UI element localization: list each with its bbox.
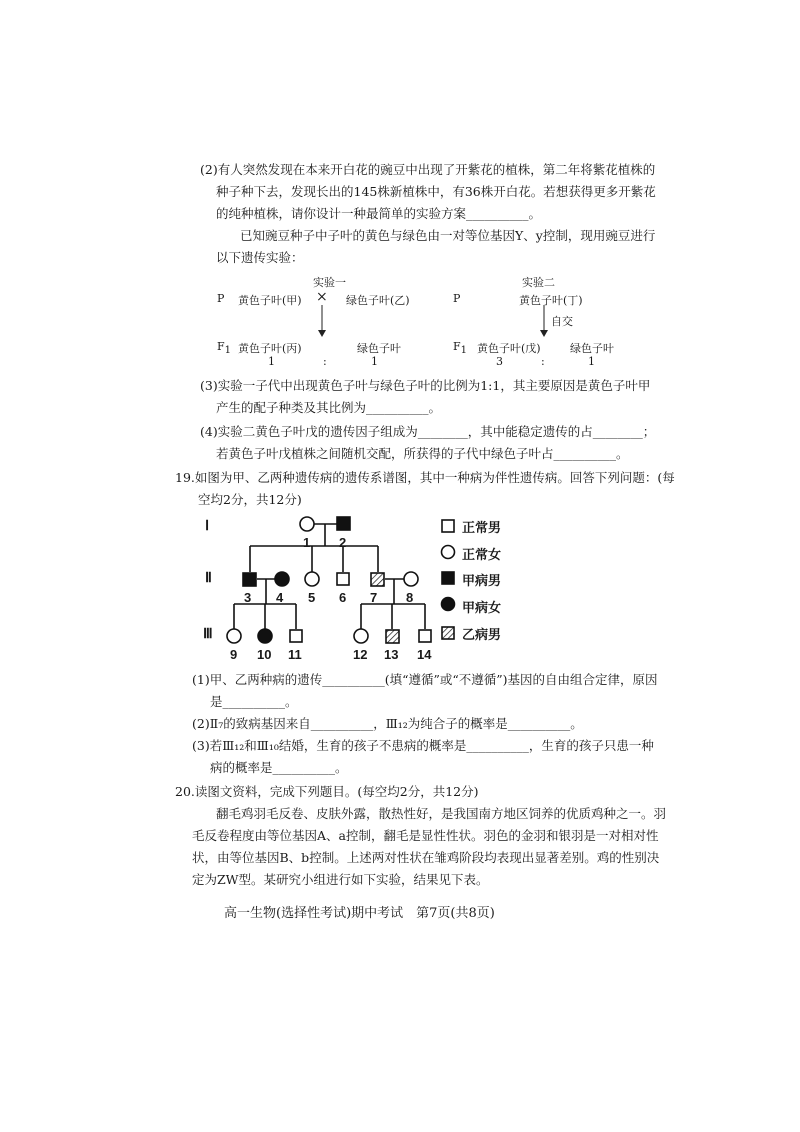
q20-title: 20.读图文资料，完成下列题目。(每空均2分，共12分)	[175, 784, 479, 799]
q18-intro-line1: 已知豌豆种子中子叶的黄色与绿色由一对等位基因Y、y控制，现用豌豆进行	[240, 228, 656, 243]
q19-sub3-line1: (3)若Ⅲ₁₂和Ⅲ₁₀结婚，生育的孩子不患病的概率是__________，生育的孩子只患一种	[192, 738, 654, 753]
pedigree-III10	[258, 629, 272, 643]
exp2-ratio-colon: :	[541, 355, 545, 368]
pedigree-num-7: 7	[370, 590, 378, 605]
pedigree-num-2: 2	[339, 535, 347, 550]
q18-part2-line3: 的纯种植株，请你设计一种最简单的实验方案__________。	[216, 206, 542, 221]
legend-disease-b-male: 乙病男	[462, 628, 502, 643]
pedigree-num-14: 14	[417, 647, 432, 662]
selfing-label: 自交	[551, 315, 573, 328]
q18-part4-line1: (4)实验二黄色子叶戊的遗传因子组成为________，其中能稳定遗传的占________；	[200, 424, 656, 439]
pedigree-num-12: 12	[353, 647, 368, 662]
exp1-ratio-colon: :	[323, 355, 327, 368]
legend-disease-a-female-icon	[442, 598, 455, 611]
q19-sub1-line2: 是__________。	[210, 694, 298, 709]
pedigree-num-9: 9	[230, 647, 238, 662]
pedigree-II6	[337, 573, 349, 585]
exp1-offspring1: 黄色子叶(丙)	[238, 342, 302, 355]
exp1-f1-label: $F_1$	[217, 340, 232, 357]
experiment1-title: 实验一	[313, 276, 346, 289]
exp2-ratio1: 3	[496, 355, 503, 368]
exp2-offspring1: 黄色子叶(戊)	[477, 342, 541, 355]
pedigree-num-8: 8	[406, 590, 414, 605]
exp1-parent2: 绿色子叶(乙)	[346, 294, 410, 307]
experiment2-title: 实验二	[522, 276, 555, 289]
q18-part2-line1: (2)有人突然发现在本来开白花的豌豆中出现了开紫花的植株，第二年将紫花植株的	[200, 162, 656, 177]
q20-line3: 状，由等位基因B、b控制。上述两对性状在雏鸡阶段均表现出显著差别。鸡的性别决	[192, 850, 660, 865]
q18-part2-line2: 种子种下去，发现长出的145株新植株中，有36株开白花。若想获得更多开紫花	[216, 184, 656, 199]
q19-title-line2: 空均2分，共12分)	[198, 492, 302, 507]
pedigree-II3	[243, 573, 256, 586]
q20-line2: 毛反卷程度由等位基因A、a控制，翻毛是显性性状。羽色的金羽和银羽是一对相对性	[192, 828, 659, 843]
legend-disease-b-male-icon	[442, 627, 454, 639]
legend-normal-female-icon	[442, 546, 455, 559]
generation-I-label: Ⅰ	[205, 519, 210, 534]
pedigree-num-5: 5	[308, 590, 316, 605]
exp2-ratio2: 1	[588, 355, 595, 368]
legend-normal-male-icon	[442, 520, 454, 532]
pedigree-II8	[404, 572, 418, 586]
exp2-f1-label: $F_1$	[453, 340, 468, 357]
q20-line4: 定为ZW型。某研究小组进行如下实验，结果见下表。	[192, 872, 489, 887]
exp2-offspring2: 绿色子叶	[570, 342, 614, 355]
pedigree-III13	[386, 630, 399, 643]
q19-sub3-line2: 病的概率是__________。	[210, 760, 348, 775]
pedigree-I1	[300, 517, 314, 531]
exp2-parent: 黄色子叶(丁)	[519, 294, 583, 307]
pedigree-num-1: 1	[303, 535, 311, 550]
legend-normal-female: 正常女	[462, 548, 502, 563]
pedigree-num-3: 3	[244, 590, 252, 605]
q20-line1: 翻毛鸡羽毛反卷、皮肤外露，散热性好，是我国南方地区饲养的优质鸡种之一。羽	[216, 806, 667, 821]
pedigree-num-10: 10	[257, 647, 272, 662]
legend-disease-a-male: 甲病男	[462, 574, 502, 589]
q18-part3-line2: 产生的配子种类及其比例为__________。	[216, 400, 442, 415]
exp2-p-label: P	[453, 292, 461, 305]
page-footer: 高一生物(选择性考试)期中考试 第7页(共8页)	[224, 906, 495, 921]
legend-disease-a-male-icon	[442, 572, 454, 584]
q19-sub2: (2)Ⅱ₇的致病基因来自__________，Ⅲ₁₂为纯合子的概率是__________。	[192, 716, 583, 731]
pedigree-III9	[227, 629, 241, 643]
pedigree-II5	[305, 572, 319, 586]
exp1-ratio1: 1	[268, 355, 275, 368]
generation-III-label: Ⅲ	[203, 627, 213, 642]
pedigree-I2	[337, 517, 350, 530]
exp1-parent1: 黄色子叶(甲)	[238, 294, 302, 307]
cross-symbol: ×	[316, 289, 328, 305]
legend-normal-male: 正常男	[462, 521, 502, 536]
exp1-p-label: P	[217, 292, 225, 305]
pedigree-II7	[371, 573, 384, 586]
exp1-ratio2: 1	[371, 355, 378, 368]
q18-intro-line2: 以下遗传实验：	[216, 250, 304, 265]
pedigree-III14	[419, 630, 431, 642]
pedigree-II4	[275, 572, 289, 586]
q19-sub1-line1: (1)甲、乙两种病的遗传__________(填“遵循”或“不遵循”)基因的自由组合定律，原因	[192, 672, 658, 687]
pedigree-III12	[354, 629, 368, 643]
exp1-offspring2: 绿色子叶	[357, 342, 401, 355]
pedigree-num-6: 6	[339, 590, 347, 605]
legend-disease-a-female: 甲病女	[462, 601, 502, 616]
q19-title-line1: 19.如图为甲、乙两种遗传病的遗传系谱图，其中一种病为伴性遗传病。回答下列问题：(每	[175, 470, 675, 485]
q18-part3-line1: (3)实验一子代中出现黄色子叶与绿色子叶的比例为1:1，其主要原因是黄色子叶甲	[200, 378, 651, 393]
q18-part4-line2: 若黄色子叶戊植株之间随机交配，所获得的子代中绿色子叶占__________。	[216, 446, 629, 461]
pedigree-III11	[290, 630, 302, 642]
pedigree-num-11: 11	[288, 647, 302, 662]
generation-II-label: Ⅱ	[205, 571, 212, 586]
pedigree-num-4: 4	[276, 590, 284, 605]
pedigree-num-13: 13	[384, 647, 399, 662]
